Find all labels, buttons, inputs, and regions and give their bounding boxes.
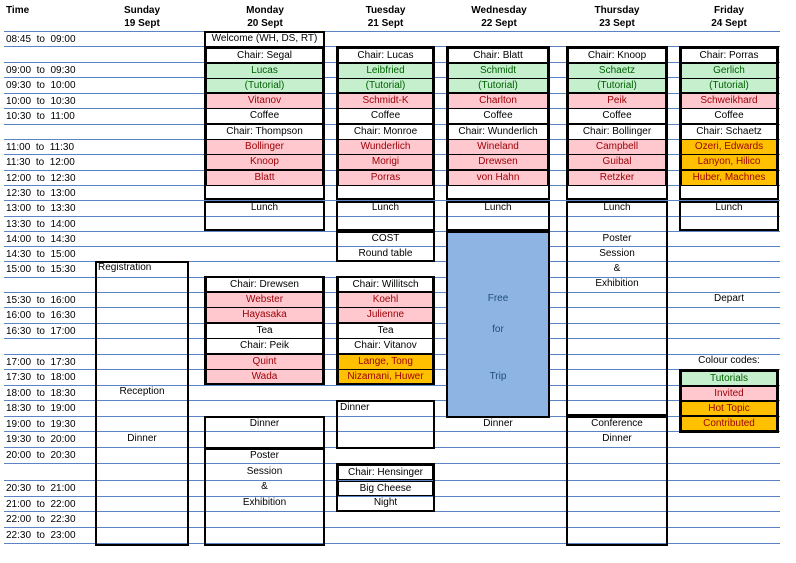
day-date: 20 Sept bbox=[247, 18, 283, 29]
time-label: 09:30 to 10:00 bbox=[6, 80, 76, 91]
time-label: 12:30 to 13:00 bbox=[6, 188, 76, 199]
monday-talk-knoop: Knoop bbox=[206, 154, 323, 170]
wednesday-chair2: Chair: Wunderlich bbox=[448, 124, 548, 140]
day-name: Sunday bbox=[123, 5, 161, 16]
wednesday-tutorial-tag: (Tutorial) bbox=[448, 78, 548, 93]
time-label: 17:00 to 17:30 bbox=[6, 357, 76, 368]
day-date: 22 Sept bbox=[481, 18, 517, 29]
time-label: 10:00 to 10:30 bbox=[6, 96, 76, 107]
thursday-lunch: Lunch bbox=[603, 202, 631, 213]
tuesday-talk-schmidt-k: Schmidt-K bbox=[338, 93, 433, 109]
day-header-friday bbox=[680, 4, 778, 30]
thursday-poster-3: & bbox=[613, 263, 621, 274]
thursday-conference: Conference bbox=[591, 418, 643, 429]
monday-tutorial-tag: (Tutorial) bbox=[206, 78, 323, 93]
day-date: 24 Sept bbox=[711, 18, 747, 29]
day-header-monday bbox=[205, 4, 325, 30]
wednesday-chair1: Chair: Blatt bbox=[448, 48, 548, 63]
time-label: 22:00 to 22:30 bbox=[6, 514, 76, 525]
thursday-poster-2: Session bbox=[599, 248, 635, 259]
tuesday-chair1: Chair: Lucas bbox=[338, 48, 433, 63]
legend-hot-topic: Hot Topic bbox=[681, 401, 777, 416]
friday-talk-gerlich: Gerlich bbox=[681, 63, 777, 79]
tuesday-talk-lange-tong: Lange, Tong bbox=[338, 354, 433, 370]
wednesday-trip: Trip bbox=[489, 371, 507, 382]
monday-talk-quint: Quint bbox=[206, 354, 323, 370]
time-label: 19:00 to 19:30 bbox=[6, 419, 76, 430]
friday-talk-ozeri-edwards: Ozeri, Edwards bbox=[681, 139, 777, 155]
time-label: 12:00 to 12:30 bbox=[6, 173, 76, 184]
monday-talk-wada: Wada bbox=[206, 369, 323, 384]
thursday-talk-schaetz: Schaetz bbox=[568, 63, 666, 79]
tuesday-chair3: Chair: Willitsch bbox=[338, 277, 433, 292]
time-label: 11:00 to 11:30 bbox=[6, 142, 75, 153]
tuesday-lunch: Lunch bbox=[371, 202, 400, 213]
monday-poster-4: Exhibition bbox=[242, 497, 287, 508]
monday-talk-bollinger: Bollinger bbox=[206, 139, 323, 155]
day-date: 19 Sept bbox=[124, 18, 160, 29]
monday-poster-1: Poster bbox=[250, 450, 279, 461]
reception-label: Reception bbox=[119, 386, 165, 397]
time-label: 15:30 to 16:00 bbox=[6, 295, 76, 306]
tuesday-tutorial-tag: (Tutorial) bbox=[338, 78, 433, 93]
tuesday-chair4: Chair: Vitanov bbox=[338, 338, 433, 354]
time-label: 13:30 to 14:00 bbox=[6, 219, 76, 230]
time-label: 16:00 to 16:30 bbox=[6, 310, 76, 321]
wednesday-coffee: Coffee bbox=[448, 108, 548, 124]
tuesday-talk-nizamani-huwer: Nizamani, Huwer bbox=[338, 369, 433, 384]
time-label: 14:00 to 14:30 bbox=[6, 234, 76, 245]
wednesday-talk-charlton: Charlton bbox=[448, 93, 548, 109]
time-label: 20:30 to 21:00 bbox=[6, 483, 76, 494]
friday-chair2: Chair: Schaetz bbox=[681, 124, 777, 140]
wednesday-for: for bbox=[492, 324, 504, 335]
legend-contributed: Contributed bbox=[681, 416, 777, 431]
monday-chair2: Chair: Thompson bbox=[206, 124, 323, 140]
friday-tutorial-tag: (Tutorial) bbox=[681, 78, 777, 93]
tuesday-talk-morigi: Morigi bbox=[338, 154, 433, 170]
day-header-wednesday bbox=[448, 4, 550, 30]
wednesday-talk-von-hahn: von Hahn bbox=[448, 170, 548, 186]
wednesday-talk-wineland: Wineland bbox=[448, 139, 548, 155]
friday-coffee: Coffee bbox=[681, 108, 777, 124]
tuesday-cost: COST bbox=[371, 233, 400, 244]
tuesday-dinner: Dinner bbox=[340, 402, 370, 413]
tuesday-talk-wunderlich: Wunderlich bbox=[338, 139, 433, 155]
time-label: 10:30 to 11:00 bbox=[6, 111, 75, 122]
monday-talk-webster: Webster bbox=[206, 292, 323, 308]
tuesday-night: Night bbox=[373, 497, 398, 508]
tuesday-talk-leibfried: Leibfried bbox=[338, 63, 433, 79]
wednesday-lunch: Lunch bbox=[484, 202, 512, 213]
thursday-talk-peik: Peik bbox=[568, 93, 666, 109]
time-label: 17:30 to 18:00 bbox=[6, 372, 76, 383]
sunday-dinner-label: Dinner bbox=[127, 433, 157, 444]
thursday-chair2: Chair: Bollinger bbox=[568, 124, 666, 140]
tuesday-talk-koehl: Koehl bbox=[338, 292, 433, 308]
monday-talk-vitanov: Vitanov bbox=[206, 93, 323, 109]
monday-talk-lucas: Lucas bbox=[206, 63, 323, 79]
day-name: Wednesday bbox=[471, 5, 527, 16]
wednesday-talk-drewsen: Drewsen bbox=[448, 154, 548, 170]
friday-lunch: Lunch bbox=[715, 202, 743, 213]
time-label: 08:45 to 09:00 bbox=[6, 34, 76, 45]
time-label: 16:30 to 17:00 bbox=[6, 326, 76, 337]
sunday-registration-box bbox=[95, 261, 189, 546]
tuesday-round-table: Round table bbox=[358, 248, 413, 259]
legend-tutorials: Tutorials bbox=[681, 371, 777, 386]
welcome-label: Welcome (WH, DS, RT) bbox=[211, 33, 318, 44]
monday-chair1: Chair: Segal bbox=[206, 48, 323, 63]
thursday-poster-1: Poster bbox=[602, 233, 632, 244]
monday-poster-2: Session bbox=[246, 466, 283, 477]
thursday-poster-4: Exhibition bbox=[595, 278, 639, 289]
friday-talk-huber-machnes: Huber, Machnes bbox=[681, 170, 777, 186]
day-name: Friday bbox=[713, 5, 744, 16]
legend-title: Colour codes: bbox=[698, 355, 760, 366]
time-header: Time bbox=[6, 5, 30, 16]
day-header-sunday bbox=[96, 4, 188, 30]
legend-invited: Invited bbox=[681, 386, 777, 401]
day-name: Thursday bbox=[594, 5, 640, 16]
monday-talk-blatt: Blatt bbox=[206, 170, 323, 186]
tuesday-chair2: Chair: Monroe bbox=[338, 124, 433, 140]
monday-dinner: Dinner bbox=[249, 418, 280, 429]
tuesday-chair5: Chair: Hensinger bbox=[338, 465, 433, 480]
time-label: 21:00 to 22:00 bbox=[6, 499, 76, 510]
monday-chair4: Chair: Peik bbox=[206, 338, 323, 354]
tuesday-tea: Tea bbox=[338, 323, 433, 339]
friday-talk-lanyon-hilico: Lanyon, Hilico bbox=[681, 154, 777, 170]
thursday-coffee: Coffee bbox=[568, 108, 666, 124]
time-label: 13:00 to 13:30 bbox=[6, 203, 76, 214]
day-date: 21 Sept bbox=[367, 18, 404, 29]
time-label: 15:00 to 15:30 bbox=[6, 264, 76, 275]
friday-depart: Depart bbox=[713, 293, 744, 304]
tuesday-talk-porras: Porras bbox=[338, 170, 433, 186]
wednesday-free: Free bbox=[487, 293, 509, 304]
time-label: 14:30 to 15:00 bbox=[6, 249, 76, 260]
tuesday-talk-julienne: Julienne bbox=[338, 307, 433, 323]
monday-chair3: Chair: Drewsen bbox=[206, 277, 323, 292]
monday-lunch: Lunch bbox=[250, 202, 279, 213]
thursday-talk-campbell: Campbell bbox=[568, 139, 666, 155]
wednesday-talk-schmidt: Schmidt bbox=[448, 63, 548, 79]
time-label: 18:30 to 19:00 bbox=[6, 403, 76, 414]
monday-poster-3: & bbox=[261, 481, 268, 492]
time-label: 11:30 to 12:00 bbox=[6, 157, 75, 168]
time-label: 20:00 to 20:30 bbox=[6, 450, 76, 461]
time-label: 22:30 to 23:00 bbox=[6, 530, 76, 541]
day-header-thursday bbox=[567, 4, 667, 30]
day-date: 23 Sept bbox=[599, 18, 635, 29]
monday-coffee: Coffee bbox=[206, 108, 323, 124]
monday-tea: Tea bbox=[206, 323, 323, 339]
thursday-talk-guibal: Guibal bbox=[568, 154, 666, 170]
tuesday-coffee: Coffee bbox=[338, 108, 433, 124]
friday-talk-schweikhard: Schweikhard bbox=[681, 93, 777, 109]
thursday-chair1: Chair: Knoop bbox=[568, 48, 666, 63]
friday-chair1: Chair: Porras bbox=[681, 48, 777, 63]
thursday-tutorial-tag: (Tutorial) bbox=[568, 78, 666, 93]
time-label: 19:30 to 20:00 bbox=[6, 434, 76, 445]
thursday-dinner: Dinner bbox=[602, 433, 632, 444]
wednesday-dinner: Dinner bbox=[483, 418, 513, 429]
monday-talk-hayasaka: Hayasaka bbox=[206, 307, 323, 323]
row-rule bbox=[4, 31, 780, 32]
day-name: Monday bbox=[246, 5, 284, 16]
thursday-talk-retzker: Retzker bbox=[568, 170, 666, 186]
day-header-tuesday bbox=[337, 4, 434, 30]
tuesday-big-cheese: Big Cheese bbox=[338, 481, 433, 496]
time-label: 18:00 to 18:30 bbox=[6, 388, 76, 399]
day-name: Tuesday bbox=[365, 5, 406, 16]
time-label: 09:00 to 09:30 bbox=[6, 65, 76, 76]
registration-label: Registration bbox=[98, 262, 152, 273]
